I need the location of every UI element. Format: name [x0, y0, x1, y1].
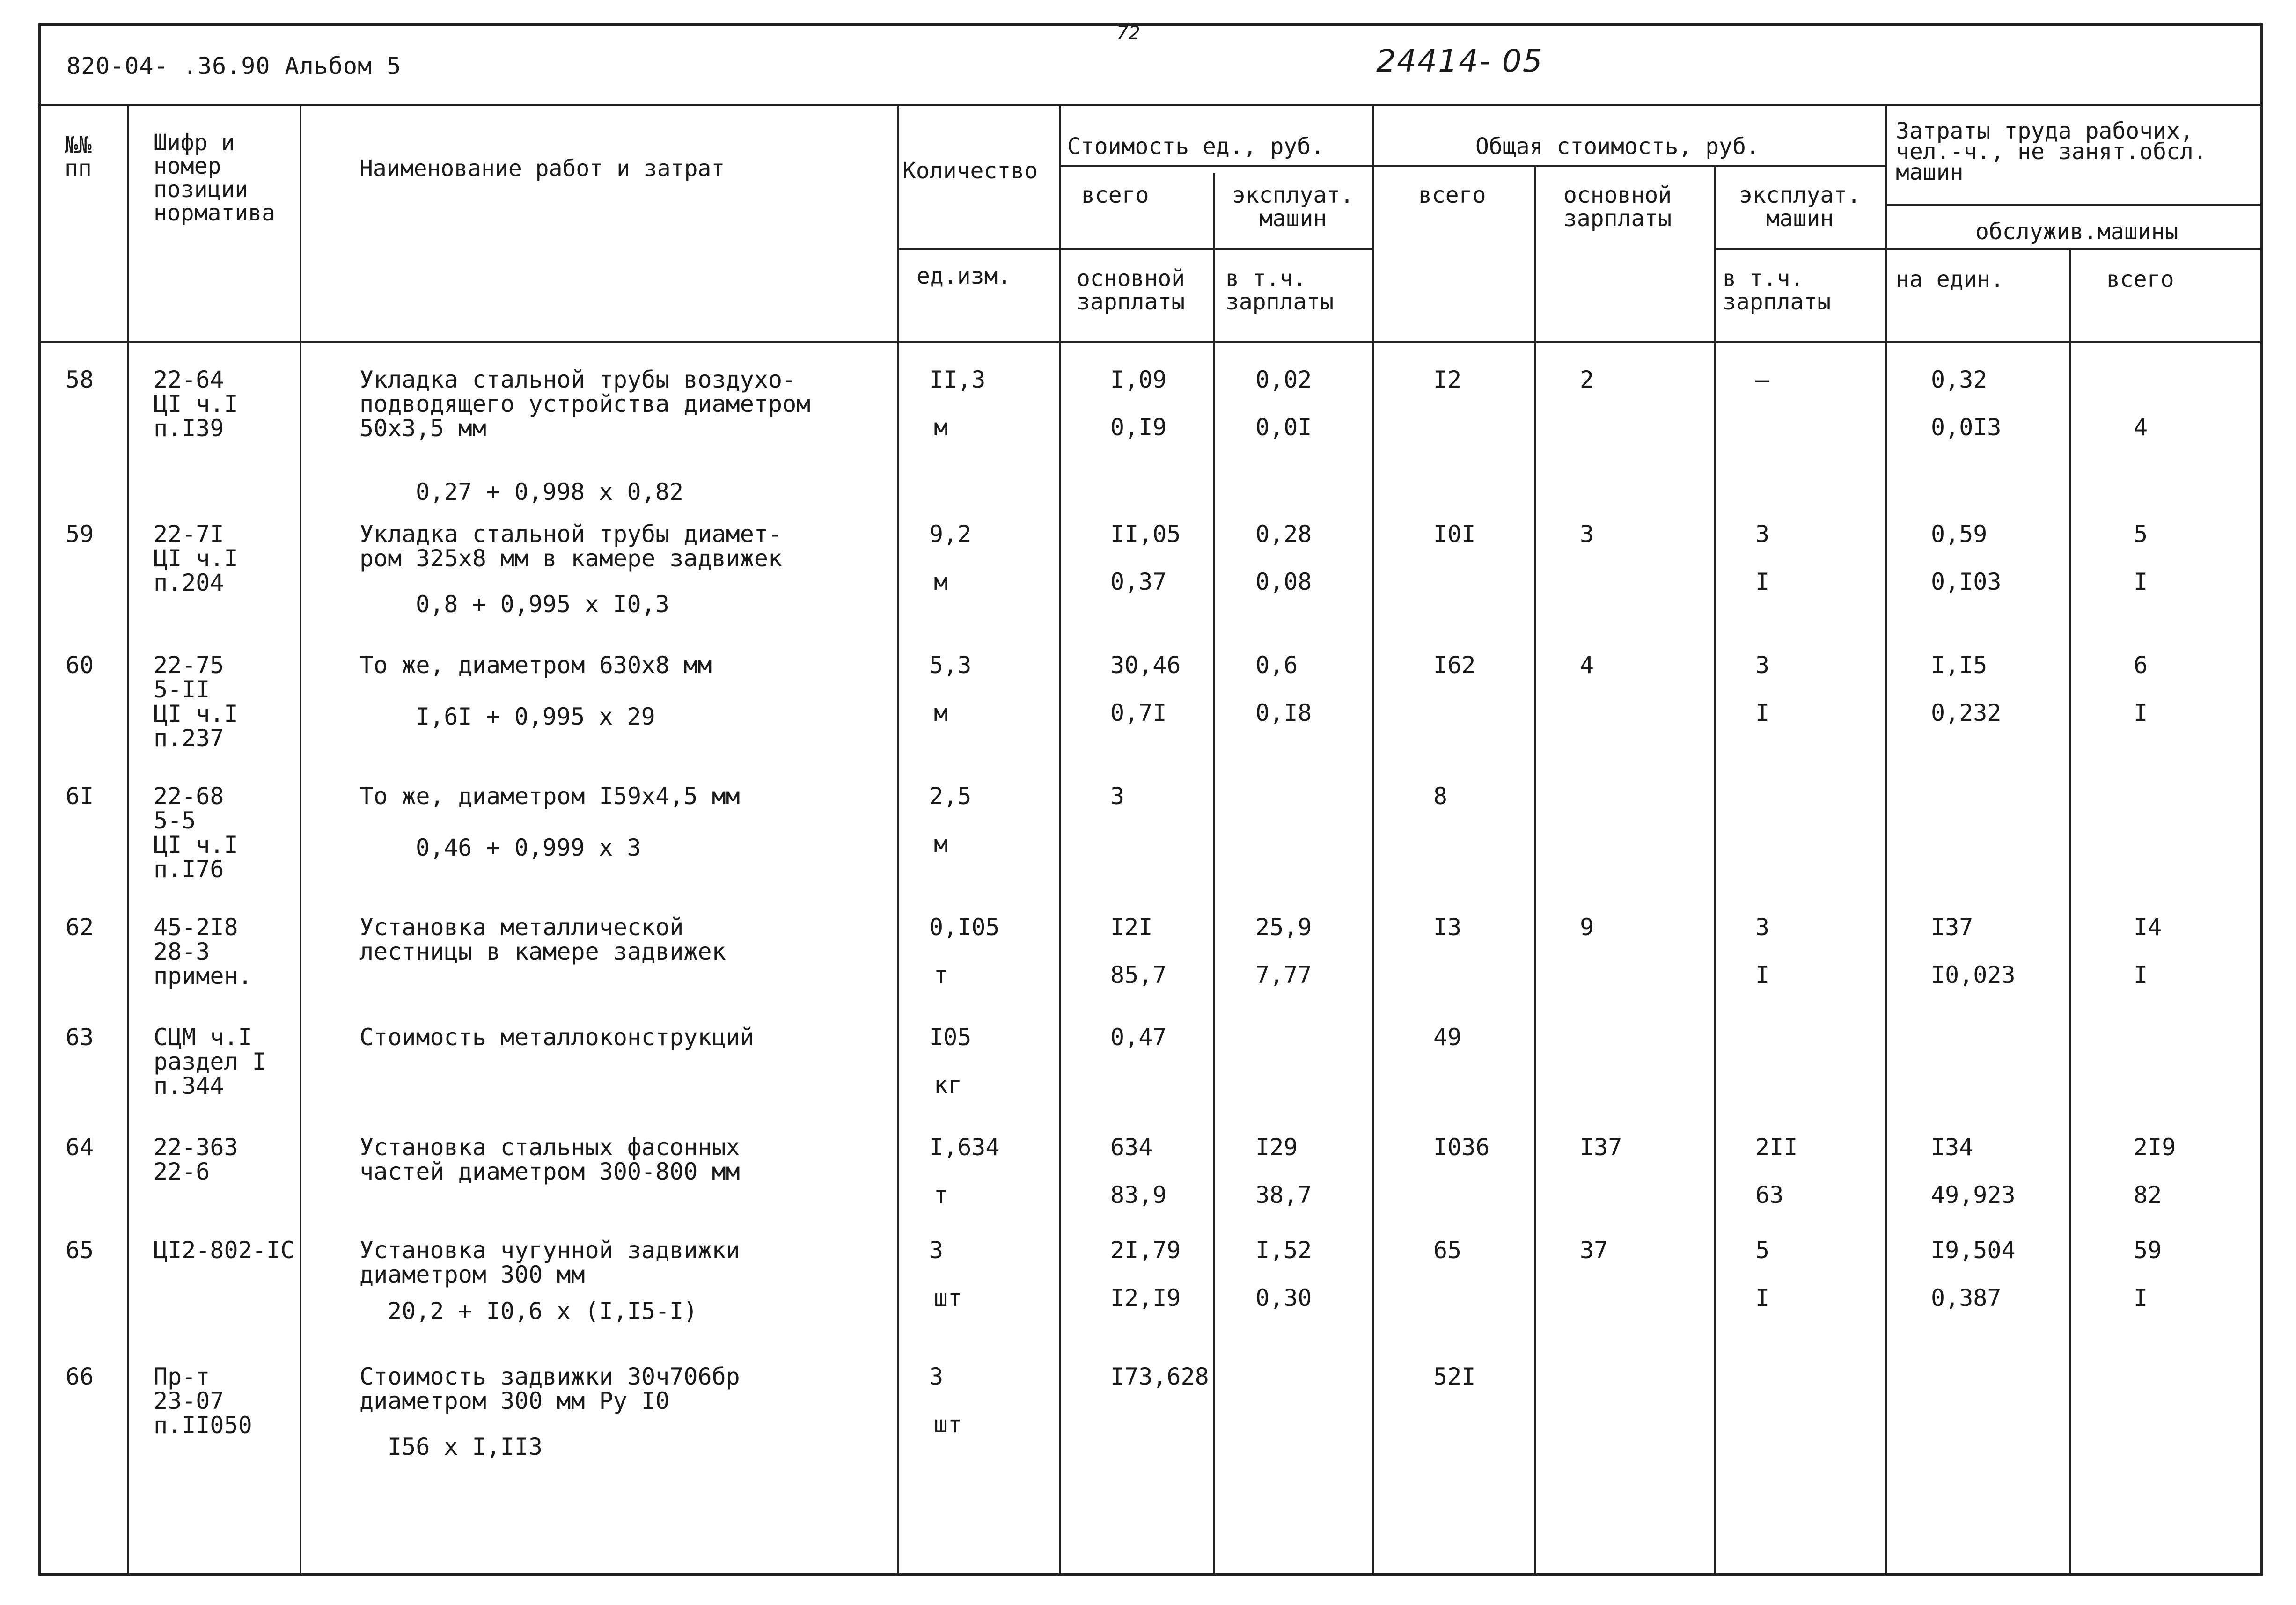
- row-formula: 0,8 + 0,995 х I0,3: [416, 591, 669, 618]
- document-code: 24414- 05: [1376, 43, 1543, 79]
- row-code: 22-64 ЦI ч.I п.I39: [154, 366, 238, 442]
- row-code: 22-7I ЦI ч.I п.204: [154, 520, 238, 596]
- col-header-total-cost: Общая стоимость, руб.: [1475, 133, 1760, 160]
- row-number: 63: [66, 1024, 94, 1051]
- row-labor-unit-service: I0,023: [1931, 961, 2016, 989]
- page-number: 72: [1116, 22, 1140, 44]
- row-formula: 0,46 + 0,999 х 3: [416, 834, 641, 861]
- row-total-machines: 2II: [1755, 1134, 1798, 1161]
- col-header-unit-cost-wages: основной зарплаты: [1077, 265, 1185, 315]
- col-header-unit-cost-incl-wages: в т.ч. зарплаты: [1225, 265, 1334, 315]
- row-number: 62: [66, 914, 94, 941]
- row-formula: I,6I + 0,995 х 29: [416, 703, 655, 730]
- row-labor-total-service: I: [2134, 699, 2148, 726]
- row-unit: м: [934, 830, 948, 857]
- row-total-cost: I0I: [1433, 520, 1476, 548]
- row-unit-cost-machines: I29: [1255, 1134, 1298, 1161]
- row-unit-cost-incl-wages: 0,08: [1255, 568, 1312, 595]
- row-code: ЦI2-802-IC: [154, 1237, 295, 1264]
- grid-line: [1213, 173, 1215, 1576]
- grid-line: [300, 104, 301, 1576]
- row-unit: шт: [934, 1411, 962, 1438]
- row-total-incl-wages: I: [1755, 1284, 1770, 1312]
- col-header-total-cost-machines: эксплуат. машин: [1739, 182, 1861, 232]
- row-quantity: 9,2: [929, 520, 972, 548]
- col-header-labor-unit: на един.: [1896, 266, 2004, 293]
- grid-line: [127, 104, 129, 1576]
- row-name: Установка стальных фасонных частей диаметром 300-800 мм: [359, 1134, 740, 1185]
- grid-line: [1714, 165, 1716, 1576]
- row-quantity: 2,5: [929, 783, 972, 810]
- row-labor-unit-service: 49,923: [1931, 1181, 2016, 1209]
- row-labor-total: I4: [2134, 914, 2162, 941]
- row-unit-cost-total: 0,47: [1110, 1024, 1167, 1051]
- col-header-number: №№ пп: [65, 132, 92, 182]
- row-formula: I56 х I,II3: [388, 1433, 543, 1460]
- col-header-quantity: Количество: [902, 158, 1038, 184]
- row-formula: 20,2 + I0,6 х (I,I5-I): [388, 1297, 698, 1325]
- row-unit: т: [934, 961, 948, 989]
- row-quantity: 5,3: [929, 652, 972, 679]
- row-name: То же, диаметром I59х4,5 мм: [359, 783, 740, 810]
- row-name: Укладка стальной трубы воздухо- подводящего устройства диаметром 50х3,5 мм: [359, 366, 811, 442]
- row-total-cost: 8: [1433, 783, 1448, 810]
- row-name: Стоимость задвижки 30ч706бр диаметром 300 мм Ру I0: [359, 1363, 740, 1414]
- row-total-wages: 9: [1580, 914, 1594, 941]
- row-number: 64: [66, 1134, 94, 1161]
- row-unit-cost-machines: 0,28: [1255, 520, 1312, 548]
- row-number: 66: [66, 1363, 94, 1390]
- row-quantity: I,634: [929, 1134, 1000, 1161]
- row-total-cost: I3: [1433, 914, 1462, 941]
- row-quantity: II,3: [929, 366, 986, 393]
- row-unit-cost-wages: I2,I9: [1110, 1284, 1181, 1312]
- row-total-incl-wages: I: [1755, 961, 1770, 989]
- row-labor-total: 2I9: [2134, 1134, 2176, 1161]
- row-unit-cost-wages: 83,9: [1110, 1181, 1167, 1209]
- row-labor-total-service: 82: [2134, 1181, 2162, 1209]
- grid-line: [1885, 204, 2263, 206]
- row-unit-cost-total: 2I,79: [1110, 1237, 1181, 1264]
- row-labor-total: 59: [2134, 1237, 2162, 1264]
- row-unit-cost-total: II,05: [1110, 520, 1181, 548]
- row-formula: 0,27 + 0,998 х 0,82: [416, 478, 683, 506]
- grid-line: [897, 248, 1372, 250]
- row-unit-cost-wages: 0,7I: [1110, 699, 1167, 726]
- row-unit-cost-incl-wages: 38,7: [1255, 1181, 1312, 1209]
- grid-line: [1885, 104, 1887, 1576]
- col-header-code: Шифр и номер позиции норматива: [154, 130, 276, 226]
- col-header-labor: Затраты труда рабочих, чел.-ч., не занят.обсл. машин: [1896, 118, 2207, 185]
- row-unit: м: [934, 414, 948, 441]
- grid-line: [1534, 165, 1536, 1576]
- row-number: 58: [66, 366, 94, 393]
- row-unit-cost-machines: I,52: [1255, 1237, 1312, 1264]
- row-number: 65: [66, 1237, 94, 1264]
- row-code: СЦМ ч.I раздел I п.344: [154, 1024, 266, 1099]
- row-labor-unit: I34: [1931, 1134, 1973, 1161]
- row-total-machines: 3: [1755, 914, 1770, 941]
- row-total-machines: –: [1755, 366, 1770, 393]
- row-number: 6I: [66, 783, 94, 810]
- row-unit-cost-total: I73,628: [1110, 1363, 1209, 1390]
- row-unit-cost-machines: 25,9: [1255, 914, 1312, 941]
- row-quantity: I05: [929, 1024, 972, 1051]
- row-unit-cost-wages: 0,37: [1110, 568, 1167, 595]
- row-quantity: 3: [929, 1237, 944, 1264]
- row-unit-cost-total: 30,46: [1110, 652, 1181, 679]
- row-name: То же, диаметром 630х8 мм: [359, 652, 712, 679]
- row-code: 45-2I8 28-3 примен.: [154, 914, 252, 989]
- row-unit-cost-incl-wages: 7,77: [1255, 961, 1312, 989]
- row-labor-unit-service: 0,232: [1931, 699, 2002, 726]
- row-labor-total: 5: [2134, 520, 2148, 548]
- row-name: Установка чугунной задвижки диаметром 300 мм: [359, 1237, 740, 1288]
- row-labor-total-service: I: [2134, 1284, 2148, 1312]
- row-unit-cost-machines: 0,6: [1255, 652, 1298, 679]
- grid-line: [1059, 104, 1061, 1576]
- row-labor-total-service: 4: [2134, 414, 2148, 441]
- col-header-total-cost-total: всего: [1418, 182, 1486, 208]
- row-total-wages: 3: [1580, 520, 1594, 548]
- row-unit-cost-incl-wages: 0,I8: [1255, 699, 1312, 726]
- row-total-wages: 4: [1580, 652, 1594, 679]
- row-labor-total-service: I: [2134, 961, 2148, 989]
- row-total-cost: I62: [1433, 652, 1476, 679]
- row-code: 22-363 22-6: [154, 1134, 238, 1185]
- row-labor-total: 6: [2134, 652, 2148, 679]
- row-labor-unit: 0,59: [1931, 520, 1988, 548]
- row-total-wages: 37: [1580, 1237, 1608, 1264]
- row-total-machines: 3: [1755, 520, 1770, 548]
- row-total-cost: I2: [1433, 366, 1462, 393]
- grid-line: [1372, 104, 1374, 1576]
- row-total-cost: I036: [1433, 1134, 1490, 1161]
- row-labor-unit: 0,32: [1931, 366, 1988, 393]
- row-unit: шт: [934, 1284, 962, 1312]
- row-total-cost: 52I: [1433, 1363, 1476, 1390]
- row-unit-cost-machines: 0,02: [1255, 366, 1312, 393]
- col-header-labor-service: обслужив.машины: [1975, 219, 2179, 245]
- row-labor-unit-service: 0,I03: [1931, 568, 2002, 595]
- grid-line: [897, 104, 899, 1576]
- row-unit-cost-incl-wages: 0,0I: [1255, 414, 1312, 441]
- col-header-name: Наименование работ и затрат: [359, 155, 725, 182]
- grid-line: [1714, 248, 1885, 250]
- row-code: Пр-т 23-07 п.II050: [154, 1363, 252, 1439]
- grid-line: [2069, 248, 2071, 1576]
- col-header-unit-cost-total: всего: [1081, 182, 1149, 208]
- col-header-total-cost-incl-wages: в т.ч. зарплаты: [1723, 265, 1831, 315]
- row-unit-cost-wages: 85,7: [1110, 961, 1167, 989]
- row-code: 22-75 5-II ЦI ч.I п.237: [154, 652, 238, 752]
- row-quantity: 3: [929, 1363, 944, 1390]
- row-number: 60: [66, 652, 94, 679]
- row-unit-cost-total: I2I: [1110, 914, 1153, 941]
- row-unit: т: [934, 1181, 948, 1209]
- document-reference: 820-04- .36.90 Альбом 5: [66, 52, 402, 80]
- row-name: Укладка стальной трубы диамет- ром 325х8 мм в камере задвижек: [359, 520, 783, 572]
- row-unit-cost-wages: 0,I9: [1110, 414, 1167, 441]
- row-code: 22-68 5-5 ЦI ч.I п.I76: [154, 783, 238, 883]
- row-unit: м: [934, 699, 948, 726]
- row-labor-unit-service: 0,387: [1931, 1284, 2002, 1312]
- col-header-labor-total: всего: [2106, 266, 2174, 293]
- row-labor-unit: I,I5: [1931, 652, 1988, 679]
- row-name: Стоимость металлоконструкций: [359, 1024, 754, 1051]
- header-divider: [38, 104, 2263, 106]
- row-total-wages: 2: [1580, 366, 1594, 393]
- row-total-incl-wages: I: [1755, 568, 1770, 595]
- row-quantity: 0,I05: [929, 914, 1000, 941]
- row-unit-cost-incl-wages: 0,30: [1255, 1284, 1312, 1312]
- row-name: Установка металлической лестницы в камере задвижек: [359, 914, 726, 965]
- row-labor-total-service: I: [2134, 568, 2148, 595]
- col-header-unit-cost-machines: эксплуат. машин: [1232, 182, 1354, 232]
- row-unit-cost-total: 634: [1110, 1134, 1153, 1161]
- grid-line: [1059, 165, 1885, 167]
- col-header-unit: ед.изм.: [917, 263, 1012, 289]
- row-unit-cost-total: 3: [1110, 783, 1125, 810]
- col-header-total-cost-wages: основной зарплаты: [1563, 182, 1672, 232]
- row-labor-unit: I9,504: [1931, 1237, 2016, 1264]
- row-total-machines: 5: [1755, 1237, 1770, 1264]
- row-total-incl-wages: 63: [1755, 1181, 1784, 1209]
- grid-line: [1885, 248, 2263, 250]
- row-number: 59: [66, 520, 94, 548]
- row-total-machines: 3: [1755, 652, 1770, 679]
- grid-line: [38, 341, 2263, 343]
- row-unit-cost-total: I,09: [1110, 366, 1167, 393]
- col-header-unit-cost: Стоимость ед., руб.: [1067, 133, 1325, 160]
- row-total-wages: I37: [1580, 1134, 1622, 1161]
- row-unit: м: [934, 568, 948, 595]
- row-labor-unit: I37: [1931, 914, 1973, 941]
- row-unit: кг: [934, 1071, 962, 1099]
- row-total-cost: 65: [1433, 1237, 1462, 1264]
- row-total-incl-wages: I: [1755, 699, 1770, 726]
- row-labor-unit-service: 0,0I3: [1931, 414, 2002, 441]
- row-total-cost: 49: [1433, 1024, 1462, 1051]
